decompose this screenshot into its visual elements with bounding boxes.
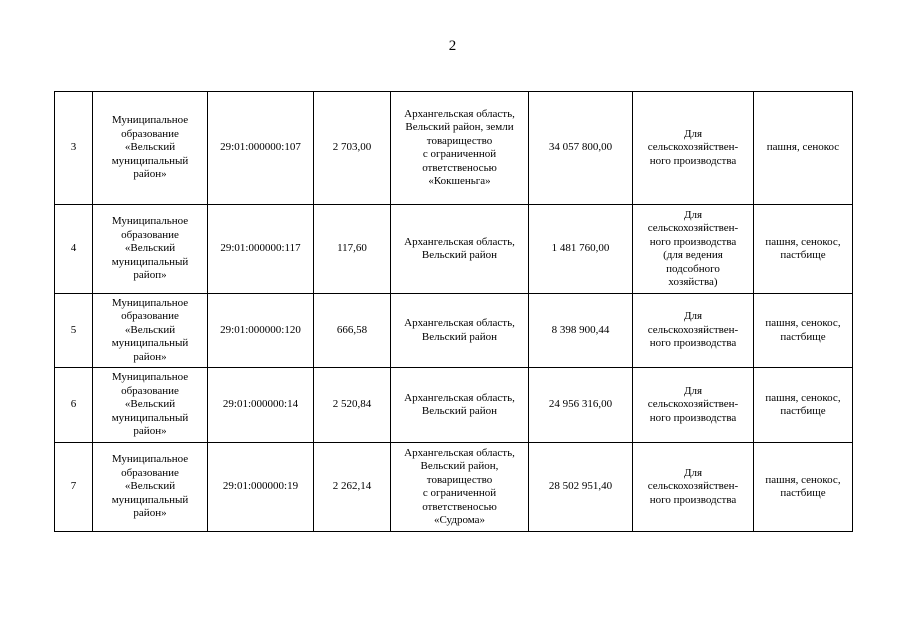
cadastral-value-cell: 8 398 900,44	[529, 294, 633, 368]
purpose-cell: Для сельскохозяйствен- ного производства	[633, 443, 754, 532]
owner-cell: Муниципальное образование «Вельский муниципальный район»	[93, 92, 208, 205]
land-use-cell: пашня, сенокос, пастбище	[754, 294, 853, 368]
land-use-cell: пашня, сенокос, пастбище	[754, 368, 853, 443]
table-row	[55, 92, 853, 205]
location-cell: Архангельская область, Вельский район, товарищество с ограниченной ответственосью «Судрома»	[391, 443, 529, 532]
cadastral-number-cell: 29:01:000000:107	[208, 92, 314, 205]
owner-cell: Муниципальное образование «Вельский муниципальный район»	[93, 368, 208, 443]
location-cell: Архангельская область, Вельский район	[391, 294, 529, 368]
cadastral-value-cell: 28 502 951,40	[529, 443, 633, 532]
row-number-cell: 7	[55, 443, 93, 532]
land-use-cell: пашня, сенокос	[754, 92, 853, 205]
table-row	[55, 205, 853, 294]
row-number-cell: 5	[55, 294, 93, 368]
row-number-cell: 6	[55, 368, 93, 443]
land-use-cell: пашня, сенокос, пастбище	[754, 205, 853, 294]
cadastral-value-cell: 34 057 800,00	[529, 92, 633, 205]
owner-cell: Муниципальное образование «Вельский муниципальный район»	[93, 294, 208, 368]
location-cell: Архангельская область, Вельский район, земли товарищество с ограниченной ответственосью «Кокшеньга»	[391, 92, 529, 205]
area-cell: 666,58	[314, 294, 391, 368]
cadastral-number-cell: 29:01:000000:14	[208, 368, 314, 443]
owner-cell: Муниципальное образование «Вельский муниципальный райоп»	[93, 205, 208, 294]
purpose-cell: Для сельскохозяйствен- ного производства (для ведения подсобного хозяйства)	[633, 205, 754, 294]
table-row	[55, 368, 853, 443]
table-row	[55, 443, 853, 532]
area-cell: 2 262,14	[314, 443, 391, 532]
cadastral-value-cell: 24 956 316,00	[529, 368, 633, 443]
purpose-cell: Для сельскохозяйствен- ного производства	[633, 368, 754, 443]
purpose-cell: Для сельскохозяйствен- ного производства	[633, 92, 754, 205]
location-cell: Архангельская область, Вельский район	[391, 205, 529, 294]
cadastral-number-cell: 29:01:000000:19	[208, 443, 314, 532]
purpose-cell: Для сельскохозяйствен- ного производства	[633, 294, 754, 368]
cadastral-value-cell: 1 481 760,00	[529, 205, 633, 294]
row-number-cell: 3	[55, 92, 93, 205]
page-number: 2	[448, 38, 457, 54]
table-row	[55, 294, 853, 368]
area-cell: 2 703,00	[314, 92, 391, 205]
land-use-cell: пашня, сенокос, пастбище	[754, 443, 853, 532]
land-plots-table	[54, 91, 853, 532]
owner-cell: Муниципальное образование «Вельский муниципальный район»	[93, 443, 208, 532]
cadastral-number-cell: 29:01:000000:120	[208, 294, 314, 368]
row-number-cell: 4	[55, 205, 93, 294]
cadastral-number-cell: 29:01:000000:117	[208, 205, 314, 294]
area-cell: 117,60	[314, 205, 391, 294]
area-cell: 2 520,84	[314, 368, 391, 443]
location-cell: Архангельская область, Вельский район	[391, 368, 529, 443]
